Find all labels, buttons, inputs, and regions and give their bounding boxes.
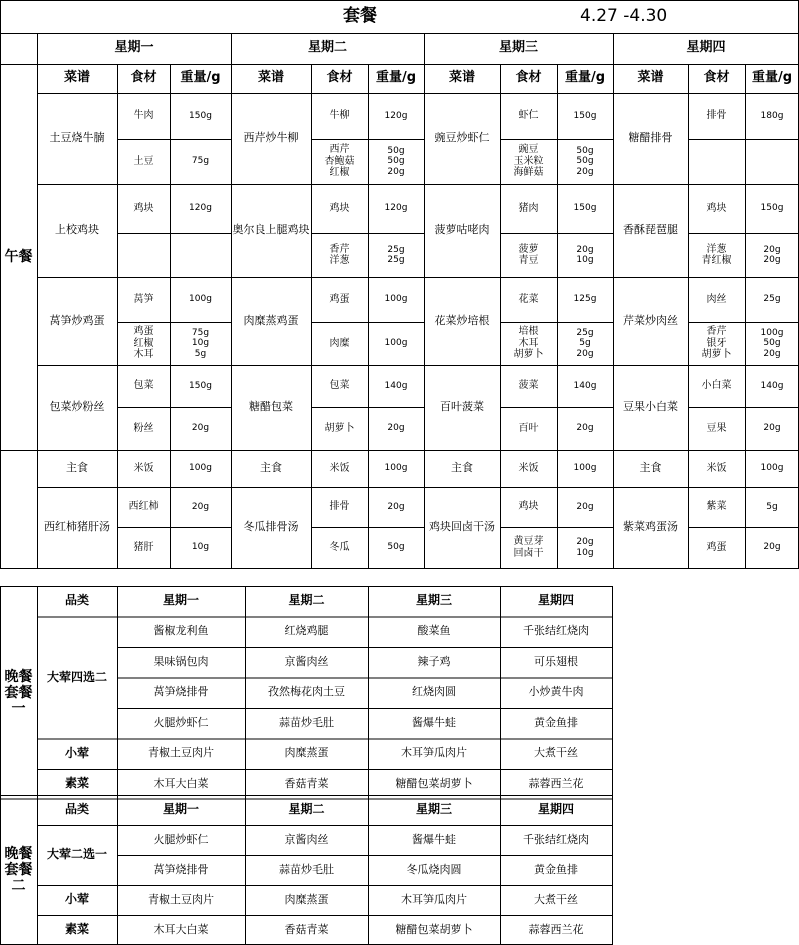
staple-weight: 100g [760,463,784,474]
weight: 180g [760,110,784,121]
soup-ingredient: 紫菜 [706,501,727,513]
dinner2-category-header: 品类 [64,802,89,817]
dish-name: 菠萝咕咾肉 [434,223,490,237]
ingredient: 包菜 [329,380,350,392]
dinner2-category: 小荤 [64,892,89,907]
dinner2-dish: 肉糜蒸蛋 [284,892,329,906]
col-header-dish: 菜谱 [257,70,284,86]
staple-item: 米饭 [133,462,154,474]
ingredient: 培根 木耳 胡萝卜 [513,326,544,361]
ingredient: 鸡块 [706,202,727,214]
col-header-dish: 菜谱 [448,70,475,86]
dinner1-day-header-2: 星期二 [288,593,325,608]
soup-weight: 10g [191,542,210,553]
soup-ingredient: 西红柿 [128,501,159,513]
dinner1-dish: 千张结红烧肉 [523,624,589,638]
day-header-1: 星期一 [114,40,154,56]
soup-name: 西红柿猪肝汤 [44,520,110,534]
dinner1-dish: 京酱肉丝 [284,654,329,668]
dinner1-category: 小荤 [64,745,89,760]
dinner2-dish: 千张结红烧肉 [523,832,589,846]
weight: 25g [763,294,781,305]
dinner1-dish: 木耳大白菜 [153,776,209,790]
ingredient: 百叶 [518,422,539,434]
ingredient: 香芹 洋葱 [329,243,350,266]
soup-weight: 20g [387,501,405,512]
col-header-weight: 重量/g [564,70,606,86]
ingredient [117,233,170,277]
dinner2-dish: 酱爆牛蛙 [412,832,456,846]
weight: 140g [384,380,408,391]
lunch-label: 午餐 [4,248,33,265]
ingredient: 鸡块 [133,202,154,214]
weight: 100g [384,294,408,305]
soup-name: 紫菜鸡蛋汤 [623,520,678,534]
dinner1-dish: 小炒黄牛肉 [528,685,584,699]
dinner2-dish: 莴笋烧排骨 [153,862,209,876]
ingredient: 豆果 [706,422,727,434]
soup-weight: 20g [763,542,781,553]
dinner1-dish: 红烧鸡腿 [284,624,329,638]
soup-ingredient: 黄豆芽 回卤干 [513,536,544,559]
soup-name: 鸡块回卤干汤 [429,520,495,534]
day-header-4: 星期四 [686,40,726,56]
col-header-dish: 菜谱 [63,70,90,86]
dinner1-dish: 莴笋烧排骨 [153,685,209,699]
weight: 20g [191,423,210,434]
ingredient: 洋葱 青红椒 [701,243,732,266]
ingredient: 西芹 杏鲍菇 红椒 [324,144,355,179]
col-header-ingredient: 食材 [703,70,730,86]
weight: 20g 20g [763,244,781,265]
dinner1-label: 晚餐 套餐 一 [4,668,33,717]
dinner1-day-header-3: 星期三 [415,593,452,608]
dinner1-dish: 大煮干丝 [534,746,578,760]
dinner2-label: 晚餐 套餐 二 [4,845,33,895]
dish-name: 包菜炒粉丝 [49,400,105,414]
dinner2-category: 素菜 [64,922,89,937]
weight: 150g [189,380,212,391]
col-header-ingredient: 食材 [130,70,157,86]
weight: 50g 50g 20g [387,145,405,177]
staple-item: 米饭 [329,462,350,474]
dinner1-dish: 可乐翅根 [534,654,578,668]
weight: 150g [573,110,597,121]
weight: 120g [384,110,408,121]
day-header-2: 星期二 [307,40,347,56]
dish-name: 糖醋包菜 [249,400,293,414]
dinner2-dish: 糖醋包菜胡萝卜 [395,922,473,936]
dinner1-dish: 木耳笋瓜肉片 [401,746,467,760]
dish-name: 百叶菠菜 [440,400,484,414]
weight: 150g [573,203,597,214]
weight: 125g [573,294,597,305]
ingredient: 莴笋 [133,293,154,305]
dinner1-dish: 酱爆牛蛙 [412,715,456,729]
dinner1-day-header-4: 星期四 [537,593,574,608]
dish-name: 花菜炒培根 [434,313,490,327]
dinner1-dish: 蒜苗炒毛肚 [279,715,334,729]
ingredient: 花菜 [518,293,539,305]
soup-ingredient: 鸡块 [518,501,539,513]
ingredient: 虾仁 [518,110,539,122]
ingredient: 猪肉 [518,202,539,214]
dinner2-category: 大荤二选一 [46,847,107,862]
ingredient: 菠菜 [518,380,539,392]
dinner2-dish: 黄金鱼排 [534,862,578,876]
dish-name: 奥尔良上腿鸡块 [232,223,310,237]
dish-name: 上校鸡块 [55,223,99,237]
soup-weight: 5g [766,501,778,512]
weight: 20g [763,423,781,434]
ingredient: 豌豆 玉米粒 海鲜菇 [513,144,544,179]
page-title: 套餐 [343,6,377,27]
dinner1-dish: 孜然梅花肉土豆 [268,685,345,699]
weight: 20g [387,423,405,434]
soup-ingredient: 鸡蛋 [706,541,727,553]
weight: 20g [576,423,594,434]
dish-name: 豆果小白菜 [623,400,678,414]
weight: 75g [191,156,210,167]
dinner2-dish: 蒜苗炒毛肚 [279,862,334,876]
ingredient: 粉丝 [133,422,154,434]
soup-weight: 20g [191,501,210,512]
dish-name: 糖醋排骨 [628,131,673,145]
dinner1-dish: 肉糜蒸蛋 [284,746,329,760]
staple-item: 米饭 [706,462,727,474]
ingredient: 鸡块 [329,202,350,214]
dinner2-dish: 青椒土豆肉片 [148,892,214,906]
dinner1-dish: 青椒土豆肉片 [148,746,214,760]
ingredient: 肉糜 [329,337,350,349]
weight: 120g [384,203,408,214]
dinner2-dish: 京酱肉丝 [284,832,329,846]
col-header-ingredient: 食材 [326,70,353,86]
dinner1-category-header: 品类 [64,593,89,608]
dinner2-day-header-3: 星期三 [415,802,452,817]
dinner1-dish: 果味锅包肉 [153,654,209,668]
weight [745,139,799,184]
day-header-3: 星期三 [498,40,538,56]
weight: 50g 50g 20g [576,145,594,177]
dinner1-category: 素菜 [64,776,89,791]
dinner1-dish: 香菇青菜 [284,776,329,790]
weight: 25g 25g [387,244,405,265]
ingredient: 香芹 银牙 胡萝卜 [701,326,732,361]
soup-ingredient: 冬瓜 [329,541,350,553]
ingredient: 排骨 [706,110,727,122]
soup-ingredient: 猪肝 [133,541,154,553]
dinner2-dish: 木耳大白菜 [153,922,209,936]
staple-weight: 100g [384,463,408,474]
dinner2-dish: 大煮干丝 [534,892,578,906]
ingredient: 肉丝 [706,293,727,305]
weight [170,233,231,277]
dinner1-dish: 酱椒龙利鱼 [153,624,209,638]
staple-weight: 100g [189,463,212,474]
dish-name: 芹菜炒肉丝 [623,313,678,327]
ingredient: 鸡蛋 红椒 木耳 [133,326,154,361]
dinner1-dish: 辣子鸡 [417,654,451,668]
dinner1-category: 大荤四选二 [46,669,107,684]
col-header-weight: 重量/g [375,70,417,86]
dinner1-dish: 火腿炒虾仁 [153,715,209,729]
dinner2-dish: 火腿炒虾仁 [153,832,209,846]
ingredient: 包菜 [133,380,154,392]
staple-item: 米饭 [518,462,539,474]
staple-name: 主食 [639,461,662,475]
ingredient: 牛肉 [133,110,154,122]
staple-weight: 100g [573,463,597,474]
weight: 140g [760,380,784,391]
dinner1-dish: 黄金鱼排 [534,715,578,729]
weight: 100g [189,294,212,305]
dish-name: 西芹炒牛柳 [243,131,299,145]
dinner1-day-header-1: 星期一 [162,593,199,608]
dish-name: 莴笋炒鸡蛋 [49,313,105,327]
soup-ingredient: 排骨 [329,501,350,513]
weight: 25g 5g 20g [576,327,594,359]
dinner2-day-header-4: 星期四 [537,802,574,817]
dinner1-dish: 红烧肉圆 [412,685,456,699]
dinner1-dish: 糖醋包菜胡萝卜 [395,776,473,790]
weight: 75g 10g 5g [191,327,210,359]
weight: 150g [760,203,784,214]
weight: 120g [189,203,212,214]
date-range: 4.27 -4.30 [580,6,668,27]
soup-weight: 50g [387,542,405,553]
dinner2-day-header-2: 星期二 [288,802,325,817]
col-header-ingredient: 食材 [515,70,542,86]
dinner1-dish: 蒜蓉西兰花 [528,776,584,790]
staple-name: 主食 [66,461,88,475]
dinner2-dish: 木耳笋瓜肉片 [401,892,467,906]
staple-name: 主食 [451,461,473,475]
col-header-dish: 菜谱 [637,70,664,86]
dish-name: 土豆烧牛腩 [49,131,105,145]
soup-weight: 20g [576,501,594,512]
dinner2-dish: 香菇青菜 [284,922,329,936]
weight: 100g [384,338,408,349]
ingredient: 土豆 [133,155,154,167]
soup-name: 冬瓜排骨汤 [243,520,299,534]
ingredient: 菠萝 青豆 [518,243,539,266]
dinner2-dish: 蒜蓉西兰花 [528,922,584,936]
staple-name: 主食 [260,461,282,475]
ingredient: 牛柳 [329,110,350,122]
ingredient [688,139,745,184]
ingredient: 鸡蛋 [329,293,350,305]
dish-name: 香酥琵琶腿 [623,223,678,237]
dish-name: 肉糜蒸鸡蛋 [243,313,299,327]
soup-weight: 20g 10g [576,537,594,558]
weight: 20g 10g [576,244,594,265]
ingredient: 胡萝卜 [324,422,355,434]
col-header-weight: 重量/g [751,70,793,86]
dish-name: 豌豆炒虾仁 [434,131,490,145]
weight: 150g [189,110,212,121]
dinner2-dish: 冬瓜烧肉圆 [406,862,462,876]
weight: 100g 50g 20g [760,327,784,359]
col-header-weight: 重量/g [180,70,221,86]
dinner2-day-header-1: 星期一 [162,802,199,817]
dinner1-dish: 酸菜鱼 [417,624,451,638]
ingredient: 小白菜 [701,380,732,392]
weight: 140g [573,380,597,391]
